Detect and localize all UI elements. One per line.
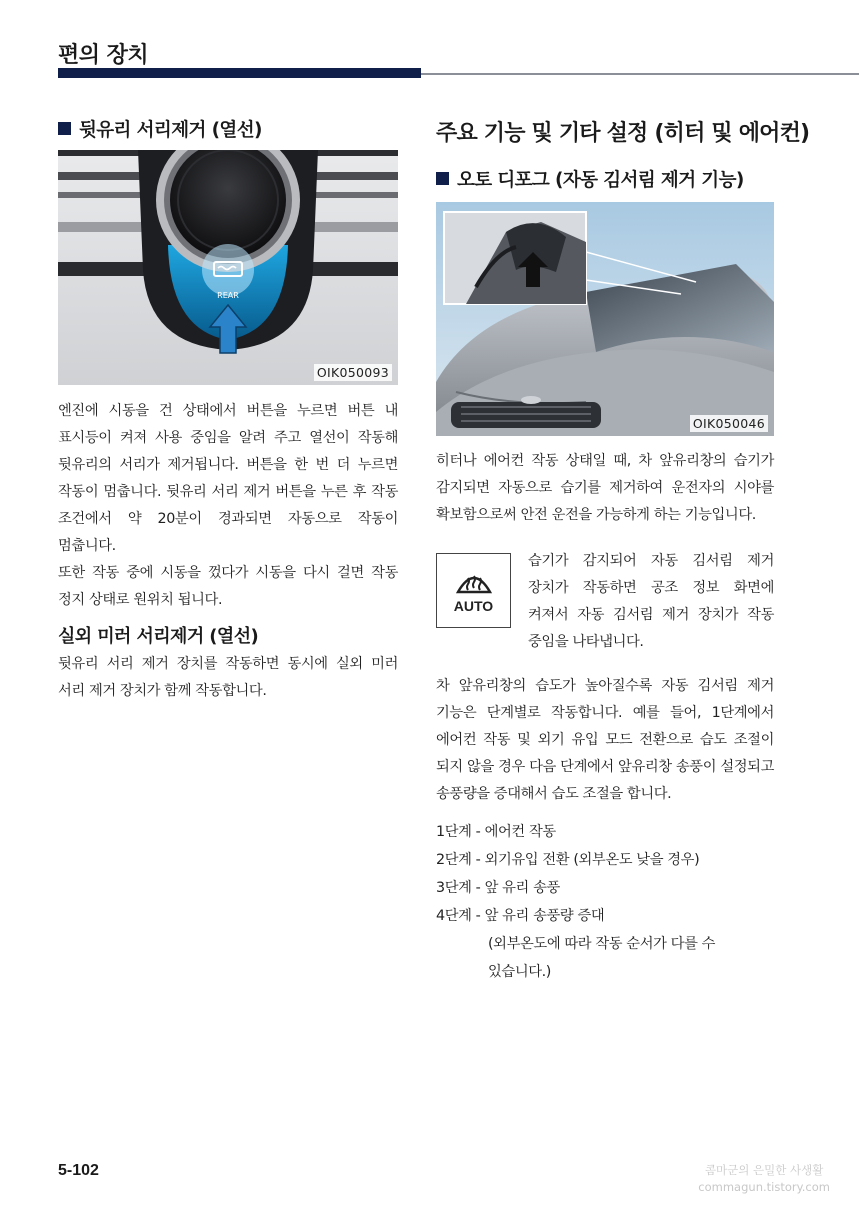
car-windshield-illustration: [436, 202, 774, 436]
watermark-line: 콤마군의 은밀한 사생활: [704, 1163, 824, 1177]
paragraph: 습기가 감지되어 자동 김서림 제거 장치가 작동하면 공조 정보 화면에 켜져서 자동 김서림 제거 장치가 작동 중임을 나타냅니다.: [528, 553, 774, 650]
watermark-url: commagun.tistory.com: [698, 1180, 830, 1194]
defog-steps-list: [436, 818, 776, 986]
heading-auto-defog-text: 오토 디포그 (자동 김서림 제거 기능): [457, 170, 744, 191]
mirror-defrost-description: [58, 651, 398, 705]
section-title: 편의 장치: [58, 43, 149, 68]
front-defrost-icon: [454, 564, 494, 598]
indicator-description: [528, 548, 774, 656]
steps-note: (외부온도에 따라 작동 순서가 다를 수 있습니다.): [488, 936, 716, 980]
square-bullet-icon: [436, 172, 449, 185]
figure-code: OIK050093: [314, 364, 392, 381]
page-number: 5-102: [58, 1162, 99, 1179]
list-item: 2단계 - 외기유입 전환 (외부온도 낮을 경우): [436, 852, 700, 868]
heading-rear-defrost: [58, 116, 262, 142]
auto-defog-description: [436, 448, 774, 529]
figure-windshield-sensor: [436, 202, 774, 436]
rear-label: REAR: [217, 291, 239, 300]
figure-code: OIK050046: [690, 415, 768, 432]
figure-rear-defrost-button: [58, 150, 398, 385]
rear-defrost-console-illustration: [58, 150, 398, 385]
auto-label: AUTO: [453, 598, 494, 614]
paragraph: 뒷유리 서리 제거 장치를 작동하면 동시에 실외 미러 서리 제거 장치가 함께 작동합니다.: [58, 656, 398, 699]
paragraph: 또한 작동 중에 시동을 껐다가 시동을 다시 걸면 작동 정지 상태로 원위치 됩니다.: [58, 565, 398, 608]
auto-defog-indicator: [436, 553, 511, 628]
heading-mirror-defrost: 실외 미러 서리제거 (열선): [58, 626, 259, 647]
list-item: 1단계 - 에어컨 작동: [436, 824, 556, 840]
list-item: 3단계 - 앞 유리 송풍: [436, 880, 560, 896]
header-rule: [421, 73, 859, 75]
list-item: 4단계 - 앞 유리 송풍량 증대: [436, 908, 605, 924]
heading-auto-defog: [436, 166, 744, 192]
watermark: [698, 1162, 830, 1196]
auto-defog-steps-description: [436, 673, 774, 808]
paragraph: 히터나 에어컨 작동 상태일 때, 차 앞유리창의 습기가 감지되면 자동으로 습기를 제거하여 운전자의 시야를 확보함으로써 안전 운전을 가능하게 하는 기능입니다.: [436, 453, 774, 523]
paragraph: 차 앞유리창의 습도가 높아질수록 자동 김서림 제거 기능은 단계별로 작동합니다. 예를 들어, 1단계에서 에어컨 작동 및 외기 유입 모드 전환으로 습도 조절이 되지 않을 경우 다음 단계에서 앞유리창 송풍이 설정되고 송풍량을 증대해서 습도 조절을 합니다.: [436, 678, 774, 802]
paragraph: 엔진에 시동을 건 상태에서 버튼을 누르면 버튼 내 표시등이 켜져 사용 중임을 알려 주고 열선이 작동해 뒷유리의 서리가 제거됩니다. 버튼을 한 번 더 누르면 작동이 멈춥니다. 뒷유리 서리 제거 버튼을 누른 후 작동 조건에서 약 20분이 경과되면 자동으로 작동이 멈춥니다.: [58, 403, 398, 554]
page-title: 주요 기능 및 기타 설정 (히터 및 에어컨): [436, 121, 810, 146]
square-bullet-icon: [58, 122, 71, 135]
heading-rear-defrost-text: 뒷유리 서리제거 (열선): [79, 120, 262, 141]
rear-defrost-description: [58, 398, 398, 614]
header-bar: [58, 68, 421, 78]
